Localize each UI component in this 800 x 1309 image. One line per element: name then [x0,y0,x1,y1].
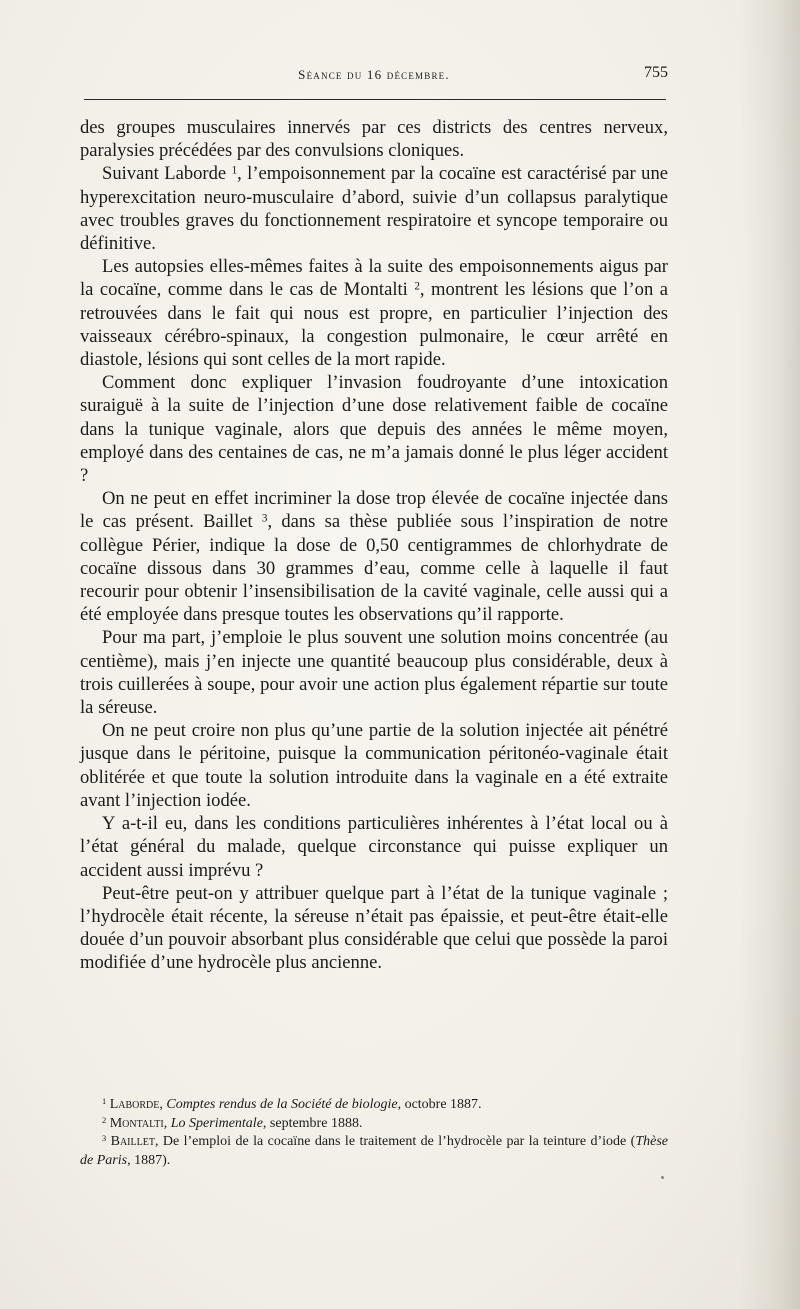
paragraph-8: Y a-t-il eu, dans les conditions particulières inhérentes à l’état local ou à l’état général du malade, quelque circonstance qui puisse expliquer un accident aussi imprévu ? [80,813,668,881]
running-title [80,67,668,83]
footnote-1-title: Comptes rendus de la Société de biologie [166,1097,398,1112]
paragraph-5-text-b: , dans sa thèse publiée sous l’inspiration de notre collègue Périer, indique la dose de 0,50 centigrammes de chlorhydrate de cocaïne dissous dans 30 grammes d’eau, comme celle à laquelle il faut recourir pour obtenir l’insensibilisation de la cavité vaginale, celle aussi qui a été employée dans presque toutes les observations qu’il rapporte. [80,511,668,626]
footnote-1-author: Laborde [109,1097,160,1112]
footnote-2-marker: 2 [102,1115,107,1125]
paragraph-3 [80,255,668,371]
paragraph-2-text-a: Suivant Laborde [102,163,232,185]
paragraph-4: Comment donc expliquer l’invasion foudroyante d’une intoxication suraiguë à la suite de l’injection d’une dose relativement faible de cocaïne dans la tunique vaginale, alors que depuis des années le même moyen, employé dans des centaines de cas, ne m’a jamais donné le plus léger accident ? [80,372,668,487]
footnotes [80,1096,668,1170]
footnote-3-author: Baillet [110,1134,155,1150]
footnote-1: $^1$ Laborde, Comptes rendus de la Société de biologie, octobre 1887. [102,1096,482,1112]
paper-speck [661,1176,664,1179]
main-text [80,116,668,975]
footnote-1-rest: , octobre 1887. [397,1097,482,1112]
paragraph-7: On ne peut croire non plus qu’une partie de la solution injectée ait pénétré jusque dans le péritoine, puisque la communication péritonéo-vaginale était oblitérée et que toute la solution introduite dans la vaginale en a été extraite avant l’injection iodée. [80,720,668,811]
footnote-2-title: Lo Sperimentale [170,1115,263,1131]
footnote-3-marker: 3 [102,1134,107,1143]
page-number: 755 [644,64,668,81]
paragraph-2 [80,162,668,255]
paragraph-6: Pour ma part, j’emploie le plus souvent une solution moins concentrée (au centième), mais j’en injecte une quantité beaucoup plus considérable, deux à trois cuillerées à soupe, pour avoir une action plus également répartie sur toute la séreuse. [80,627,668,719]
footnote-3 [80,1133,668,1170]
footnote-1-marker: 1 [102,1096,107,1106]
footnote-3-text-a: , De l’emploi de la cocaïne dans le traitement de l’hydrocèle par la teinture d’iode ( [154,1134,636,1150]
footnote-ref-3: 3 [261,512,268,525]
paragraph-5-text-a: On ne peut en effet incriminer la dose trop élevée de cocaïne injectée dans le cas présent. Baillet [80,488,668,533]
footnote-3-rest: , 1887). [127,1152,171,1168]
paragraph-5 [80,487,668,626]
paragraph-2-text-b: , l’empoisonnement par la cocaïne est caractérisé par une hyperexcitation neuro-musculaire d’abord, suivie d’un collapsus paralytique avec troubles graves du fonctionnement respiratoire et syncope temporaire ou définitive. [80,163,668,255]
running-title-month: décembre. [382,67,450,82]
paragraph-1: des groupes musculaires innervés par ces districts des centres nerveux, paralysies précédées par des convulsions cloniques. [80,117,668,162]
footnote-ref-2: 2 [414,280,420,293]
paragraph-3-text-a: Les autopsies elles-mêmes faites à la suite des empoisonnements aigus par la cocaïne, comme dans le cas de Montalti [80,256,668,301]
header-rule [84,99,666,100]
footnote-3-title: Thèse de Paris [80,1134,669,1168]
footnote-2-rest: , septembre 1888. [262,1115,363,1131]
footnote-ref-1: 1 [231,164,238,177]
footnote-2: $^2$ Montalti, Lo Sperimentale, septembre 1888. [102,1115,363,1131]
paragraph-9: Peut-être peut-on y attribuer quelque part à l’état de la tunique vaginale ; l’hydrocèle était récente, la séreuse n’était pas épaissie, et peut-être était-elle douée d’un pouvoir absorbant plus considérable que celui que possède la paroi modifiée d’une hydrocèle plus ancienne. [80,882,668,974]
paragraph-3-text-b: , montrent les lésions que l’on a retrouvées dans le fait qui nous est propre, en particulier l’injection des vaisseaux cérébro-spinaux, la congestion pulmonaire, le cœur arrêté en diastole, lésions qui sont celles de la mort rapide. [80,279,669,371]
running-title-prefix: Séance du [298,67,367,82]
footnote-2-author: Montalti [109,1115,164,1131]
page-header [80,64,668,88]
running-title-day: 16 [366,67,383,82]
page-edge-shadow [740,0,800,1309]
